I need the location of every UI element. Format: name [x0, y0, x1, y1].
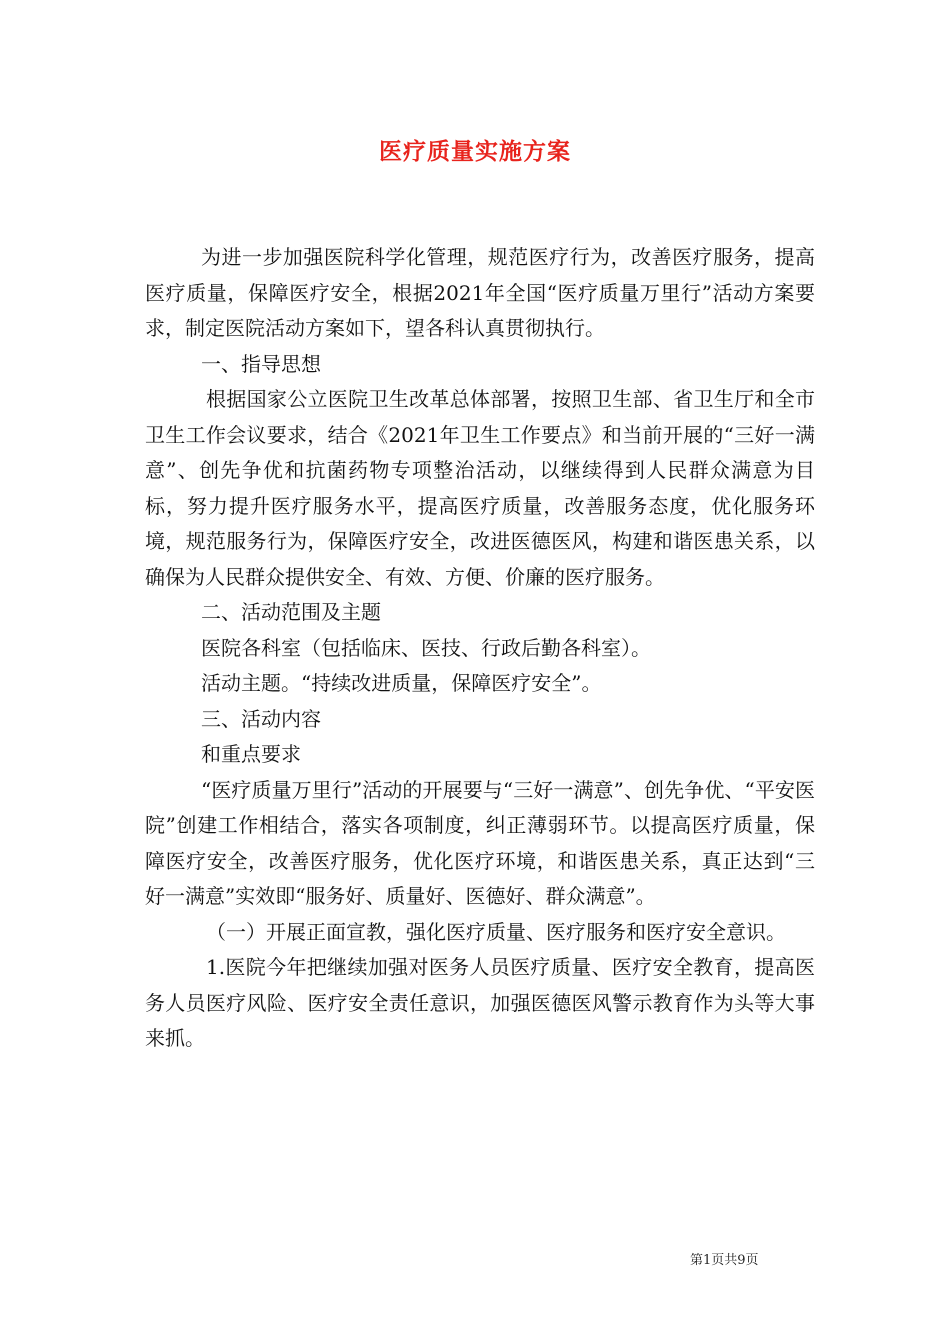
paragraph-scope: 医院各科室（包括临床、医技、行政后勤各科室）。 [201, 635, 651, 660]
heading-activity-content: 三、活动内容 [201, 706, 321, 731]
paragraph-requirements: “医疗质量万里行”活动的开展要与“三好一满意”、创先争优、“平安医院”创建工作相结合，落实各项制度，纠正薄弱环节。以提高医疗质量，保障医疗安全，改善医疗服务，优化医疗环境，和谐医患关系，真正达到“三好一满意”实效即“服务好、质量好、医德好、群众满意”。 [145, 777, 815, 908]
paragraph-guiding-ideology: 根据国家公立医院卫生改革总体部署，按照卫生部、省卫生厅和全市卫生工作会议要求，结合《2021年卫生工作要点》和当前开展的“三好一满意”、创先争优和抗菌药物专项整治活动，以继续得到人民群众满意为目标，努力提升医疗服务水平，提高医疗质量，改善服务态度，优化服务环境，规范服务行为，保障医疗安全，改进医德医风，构建和谐医患关系，以确保为人民群众提供安全、有效、方便、价廉的医疗服务。 [145, 387, 815, 589]
heading-guiding-ideology: 一、指导思想 [201, 351, 321, 376]
document-body [145, 240, 815, 1057]
heading-key-requirements: 和重点要求 [201, 742, 301, 766]
page-footer: 第1页共9页 [690, 1253, 759, 1268]
paragraph-intro: 为进一步加强医院科学化管理，规范医疗行为，改善医疗服务，提高医疗质量，保障医疗安全，根据2021年全国“医疗质量万里行”活动方案要求，制定医院活动方案如下，望各科认真贯彻执行。 [145, 245, 815, 340]
subheading-publicity: （一）开展正面宣教，强化医疗质量、医疗服务和医疗安全意识。 [206, 919, 786, 944]
document-title: 医疗质量实施方案 [379, 138, 571, 165]
list-item-1: 1.医院今年把继续加强对医务人员医疗质量、医疗安全教育，提高医务人员医疗风险、医疗安全责任意识，加强医德医风警示教育作为头等大事来抓。 [145, 955, 815, 1050]
paragraph-theme: 活动主题。“持续改进质量，保障医疗安全”。 [201, 671, 602, 695]
heading-scope-and-theme: 二、活动范围及主题 [201, 600, 381, 624]
